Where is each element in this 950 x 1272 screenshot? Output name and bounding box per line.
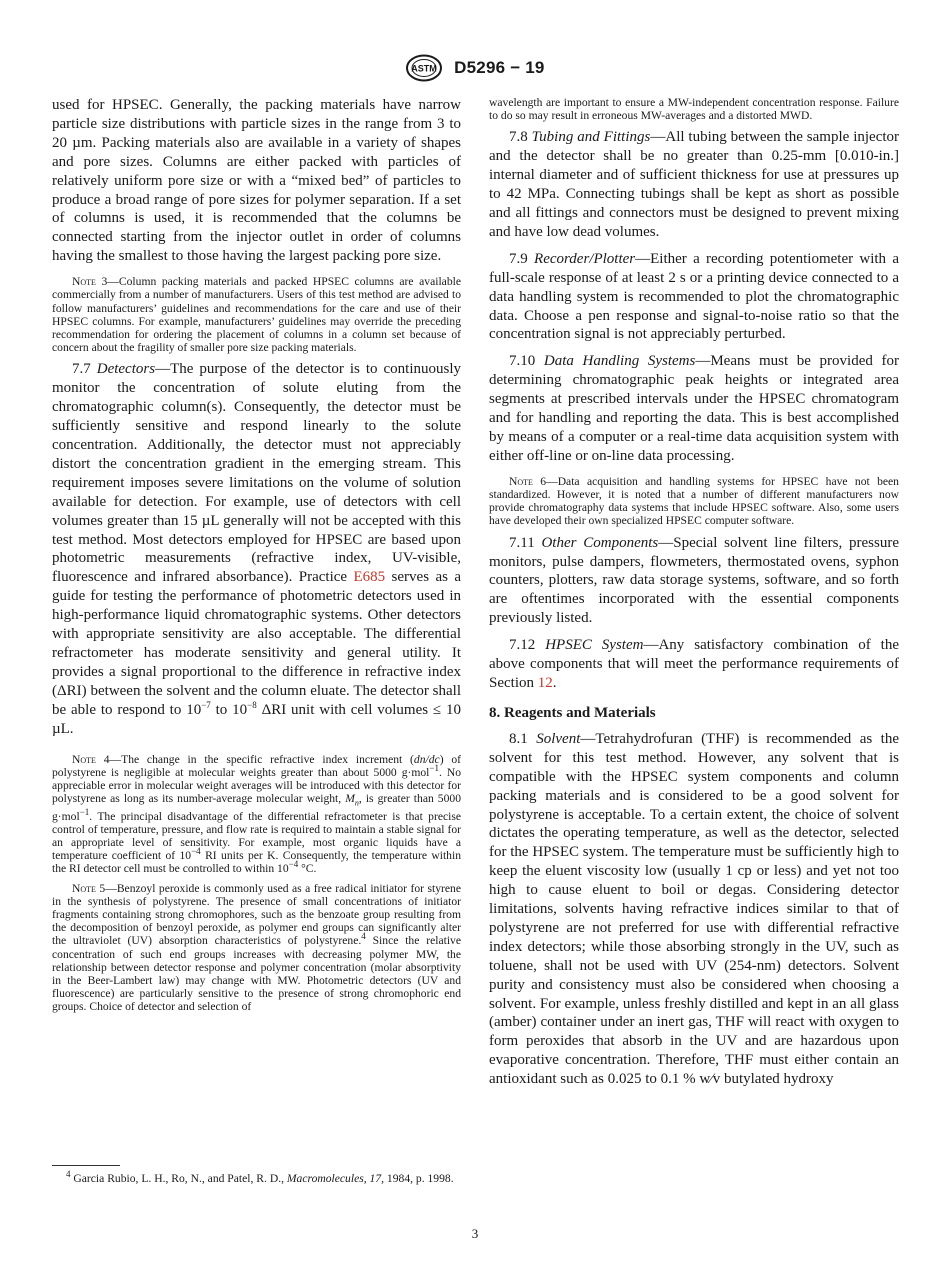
note-4: Note 4—The change in the specific refractive index increment (dn/dc) of polystyrene is negligible at molecular weights greater than about 5000 g·mol$^{-1}$. No appreciable error in molecular weight averages will be introduced with this detector for polystyrene as long as its number-average molecular weight, $M_n$, is greater than 5000 g·mol$^{-1}$. The principal disadvantage of the differential refractometer is that precise control of temperature, pressure, and flow rate is required to maintain a stable signal for an appropriate level of sensitivity. For example, most organic liquids have a temperature coefficient of $10^{-4}$ RI units per K. Consequently, the temperature within the RI detector cell must be controlled to within $10^{-4}$ °C. — [52, 752, 462, 876]
e685-link[interactable]: E685 — [353, 569, 386, 586]
section-8-heading: 8. Reagents and Materials — [489, 704, 656, 721]
page-header — [0, 54, 950, 82]
note-5-continued: wavelength are important to ensure a MW-independent concentration response. Failure to do so may result in erroneous MW-averages and a distorted MWD. — [489, 96, 899, 123]
section-7-10: 7.10 Data Handling Systems—Means must be provided for determining chromatographic peak heights or integrated area segments at prescribed intervals under the HPSEC chromatogram and for handling and reporting the data. This is best accomplished by means of a computer or a real-time data acquisition system with either off-line or on-line data processing. — [489, 353, 899, 464]
left-column — [52, 96, 461, 1020]
note-5: Note 5—Benzoyl peroxide is commonly used as a free radical initiator for styrene in the synthesis of polystyrene. The presence of small concentrations of initiator fragments containing strong chromophores, such as the benzoate group resulting from the decomposition of benzoyl peroxide, as polymer end groups can significantly alter the ultraviolet (UV) absorption characteristics of polystyrene.$^4$ Since the relative concentration of such end groups increases with decreasing polymer MW, the relationship between detector response and polymer concentration (molar absorptivity in the Beer-Lambert law) may change with MW. Photometric detectors (UV and fluorescence) are particularly sensitive to the presence of strong chromophoric end groups. Choice of detector and selection of — [52, 881, 461, 1014]
note-3: Note 3—Column packing materials and packed HPSEC columns are available commercially from a number of manufacturers. Users of this test method are advised to follow manufacturers’ guidelines and recommendations for the care and use of their HPSEC columns. For example, manufacturers’ guidelines may override the preceding recommendation for ordering the placement of columns in a column set because of concern about the fragility of smaller pore size packing materials. — [52, 275, 461, 355]
svg-text:ASTM: ASTM — [411, 63, 438, 74]
section-12-link[interactable]: 12 — [537, 674, 553, 691]
footnote-4-ref: 4 — [361, 931, 366, 942]
section-7-12: 7.12 HPSEC System—Any satisfactory combination of the above components that will meet the performance requirements of Section 12. — [489, 637, 900, 691]
page-number: 3 — [471, 1226, 479, 1241]
paragraph-7-6-continued: used for HPSEC. Generally, the packing materials have narrow particle size distributions with particle sizes in the range from 3 to 20 µm. Packing materials also are available in a variety of shapes and pore sizes. Columns are either packed with particles of relatively uniform pore size or with a “mixed bed” of particles to produce a broad range of pore sizes for polymer separation. If a set of columns is used, it is recommended that the columns be connected starting from the injector outlet in order of columns having the smallest to those having the largest packing pore size. — [52, 97, 461, 265]
section-7-11: 7.11 Other Components—Special solvent line filters, pressure monitors, pulse dampers, flowmeters, thermostated ovens, syphon counters, plotters, raw data storage systems, software, and so forth are oftentimes incorporated with the essential components previously listed. — [489, 534, 899, 627]
footnote-4: $^4$ Garcia Rubio, L. H., Ro, N., and Patel, R. D., Macromolecules, 17, 1984, p. 1998. — [66, 1169, 454, 1185]
section-7-7: 7.7 Detectors—The purpose of the detector is to continuously monitor the concentration of solute eluting from the chromatographic column(s). Consequently, the detector must be sufficiently sensitive and respond linearly to the solute concentration. Additionally, the detector must not appreciably distort the concentration gradient in the emerging stream. This requirement imposes severe limitations on the volume of solution available for detection. For example, use of detectors with cell volumes greater than 15 µL generally will not be accepted with this test method. Most detectors employed for HPSEC are based upon photometric measurements (refractive index, UV-visible, fluorescence and infrared absorbance). Practice E685 serves as a guide for testing the performance of photometric detectors used in high-performance liquid chromatographic systems. Other detectors with appropriate sensitivity are also acceptable. The differential refractometer has moderate sensitivity and general utility. It provides a signal proportional to the difference in refractive index (ΔRI) between the solvent and the column eluate. The detector shall be able to respond to $10^{-7}$ to $10^{-8}$ ΔRI unit with cell volumes ≤ 10 µL. — [52, 361, 462, 737]
note-6: Note 6—Data acquisition and handling systems for HPSEC have not been standardized. However, it is noted that a number of different manufacturers now provide chromatography data systems that include HPSEC software. Also, some users have developed their own specialized HPSEC computer software. — [489, 474, 899, 528]
section-8-1: 8.1 Solvent—Tetrahydrofuran (THF) is recommended as the solvent for this test method. However, any solvent that is compatible with the HPSEC system components and column packing materials and is considered to be a good solvent for polystyrene is acceptable. To a certain extent, the choice of solvent dictates the operating temperature, as well as the detector, selected for the HPSEC system. The temperature must be sufficiently high to keep the eluent viscosity low (usually 1 cp or less) and yet not too high to cause eluent to boil or degas. Considering detector limitations, solvents having refractive indices similar to that of polystyrene are not preferred for use with differential refractive index detectors; while those absorbing strongly in the UV, such as toluene, shall not be used with UV (254-nm) detectors. Solvent purity and consistency must also be considered when choosing a solvent. For example, unless freshly distilled and kept in an all glass (amber) container under an inert gas, THF will react with oxygen to form peroxides that absorb in the UV and are hazardous upon evaporative concentration. Therefore, THF must either contain an antioxidant such as 0.025 to 0.1 % w⁄v butylated hydroxy — [489, 730, 900, 1088]
footnote-divider — [52, 1165, 120, 1166]
astm-logo-icon — [405, 54, 443, 82]
section-7-9: 7.9 Recorder/Plotter—Either a recording potentiometer with a full-scale response of at least 2 s or a printing device connected to a data handling system is recommended to plot the chromatographic data. Choose a pen response and signal-to-noise ratio so that the concentration signal is not appreciably perturbed. — [489, 250, 899, 343]
section-7-8: 7.8 Tubing and Fittings—All tubing between the sample injector and the detector shall be no greater than 0.25-mm [0.010-in.] internal diameter and of sufficient thickness for use at pressures up to 42 MPa. Connecting tubings shall be kept as short as possible and all fittings and connectors must be designed to prevent mixing and have low dead volumes. — [489, 129, 900, 240]
document-designation: D5296 − 19 — [454, 58, 545, 77]
right-column — [489, 96, 899, 1089]
